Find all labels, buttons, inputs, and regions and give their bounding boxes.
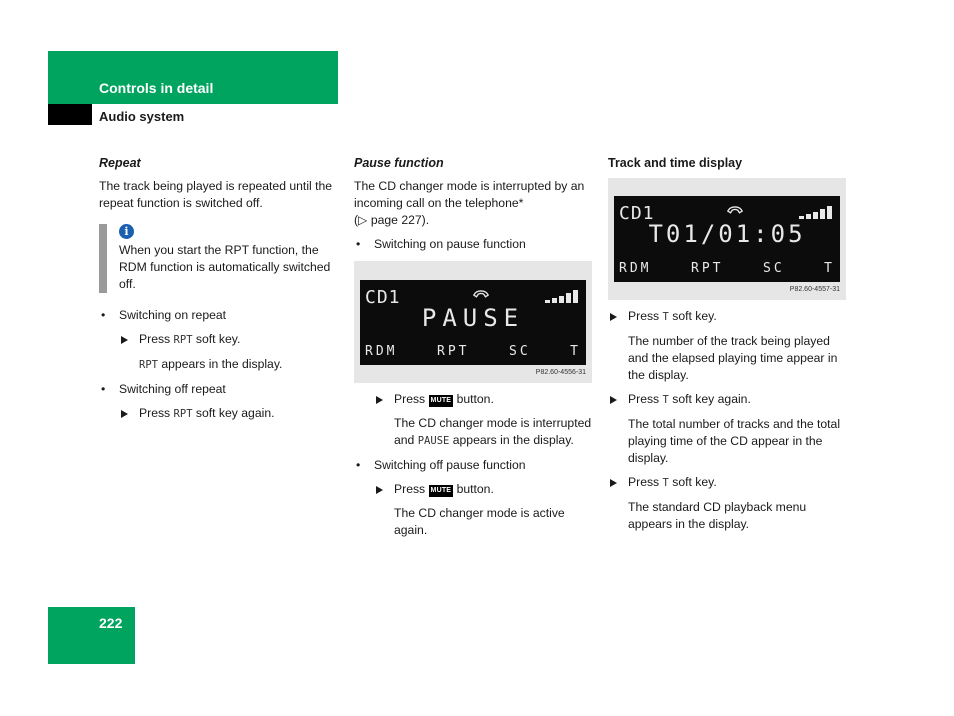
result-track-elapsed: The number of the track being played and the elapsed playing time appear in the display. [628, 334, 838, 382]
display-main-text: T01/01:05 [648, 220, 806, 248]
signal-strength-icon [545, 289, 578, 303]
softkey-t: T [824, 261, 835, 276]
lcd-display [360, 280, 586, 365]
display-text-label: PAUSE [417, 435, 450, 447]
result-pause-off: The CD changer mode is active again. [394, 506, 565, 537]
softkey-label: T [662, 394, 669, 406]
triangle-bullet-icon [610, 313, 617, 321]
mute-button-icon: MUTE [429, 485, 454, 497]
header-marker [48, 104, 92, 125]
step-press-t: Press T soft key. [608, 308, 848, 326]
figure-code: P82.60-4556-31 [535, 369, 586, 376]
softkey-label: T [662, 477, 669, 489]
softkey-rdm: RDM [365, 344, 398, 359]
column-repeat [99, 155, 339, 430]
softkey-rdm: RDM [619, 261, 652, 276]
display-softkeys [619, 260, 835, 277]
softkey-rpt: RPT [437, 344, 470, 359]
signal-strength-icon [799, 205, 832, 219]
softkey-label: RPT [139, 359, 158, 371]
bullet-repeat-on: • Switching on repeat [99, 307, 339, 324]
column-pause [354, 155, 594, 546]
track-display-figure [608, 178, 846, 300]
mute-button-icon: MUTE [429, 395, 454, 407]
step-press-mute: Press MUTE button. [374, 391, 594, 408]
step-press-mute-again: Press MUTE button. [374, 481, 594, 498]
softkey-label: RPT [173, 334, 193, 346]
page-number: 222 [99, 615, 123, 631]
heading-repeat: Repeat [99, 156, 141, 170]
softkey-sc: SC [509, 344, 531, 359]
softkey-t: T [570, 344, 581, 359]
triangle-bullet-icon [121, 410, 128, 418]
step-repeat-off: Press RPT soft key again. [119, 405, 339, 423]
pause-intro: The CD changer mode is interrupted by an incoming call on the telephone* [354, 179, 585, 210]
step-press-t-final: Press T soft key. [608, 474, 848, 492]
heading-pause: Pause function [354, 156, 444, 170]
section-subtitle: Audio system [99, 109, 185, 124]
triangle-bullet-icon [376, 486, 383, 494]
softkey-rpt: RPT [691, 261, 724, 276]
info-text: When you start the RPT function, the RDM function is automatically switched off. [119, 243, 331, 291]
triangle-bullet-icon [610, 479, 617, 487]
lcd-display [614, 196, 840, 282]
softkey-sc: SC [763, 261, 785, 276]
triangle-bullet-icon [376, 396, 383, 404]
result-standard-menu: The standard CD playback menu appears in the display. [628, 500, 807, 531]
column-track-time [608, 155, 848, 540]
heading-track-time: Track and time display [608, 156, 743, 170]
bullet-pause-on: • Switching on pause function [354, 236, 594, 253]
info-icon: i [119, 224, 134, 239]
pause-display-figure [354, 261, 592, 383]
result-pause-on: The CD changer mode is interrupted and PAUSE appears in the display. [394, 416, 592, 447]
softkey-label: RPT [173, 408, 193, 420]
figure-code: P82.60-4557-31 [789, 286, 840, 293]
softkey-label: T [662, 311, 669, 323]
section-title: Controls in detail [99, 80, 214, 96]
triangle-bullet-icon [610, 396, 617, 404]
triangle-bullet-icon [121, 336, 128, 344]
result-total-time: The total number of tracks and the total playing time of the CD appear in the display. [628, 417, 841, 465]
info-bar [99, 224, 107, 293]
bullet-repeat-off: • Switching off repeat [99, 381, 339, 398]
phone-icon [472, 286, 490, 304]
display-source: CD1 [365, 287, 401, 308]
result-repeat-on: RPT appears in the display. [139, 357, 283, 371]
phone-icon [726, 202, 744, 220]
step-press-t-again: Press T soft key again. [608, 391, 848, 409]
bullet-pause-off: • Switching off pause function [354, 457, 594, 474]
display-softkeys [365, 343, 581, 360]
info-note [99, 224, 339, 293]
step-repeat-on: Press RPT soft key. [119, 331, 339, 349]
display-source: CD1 [619, 203, 655, 224]
display-main-text: PAUSE [421, 304, 525, 332]
page-reference: (▷ page 227). [354, 213, 430, 227]
repeat-intro: The track being played is repeated until the repeat function is switched off. [99, 179, 333, 210]
